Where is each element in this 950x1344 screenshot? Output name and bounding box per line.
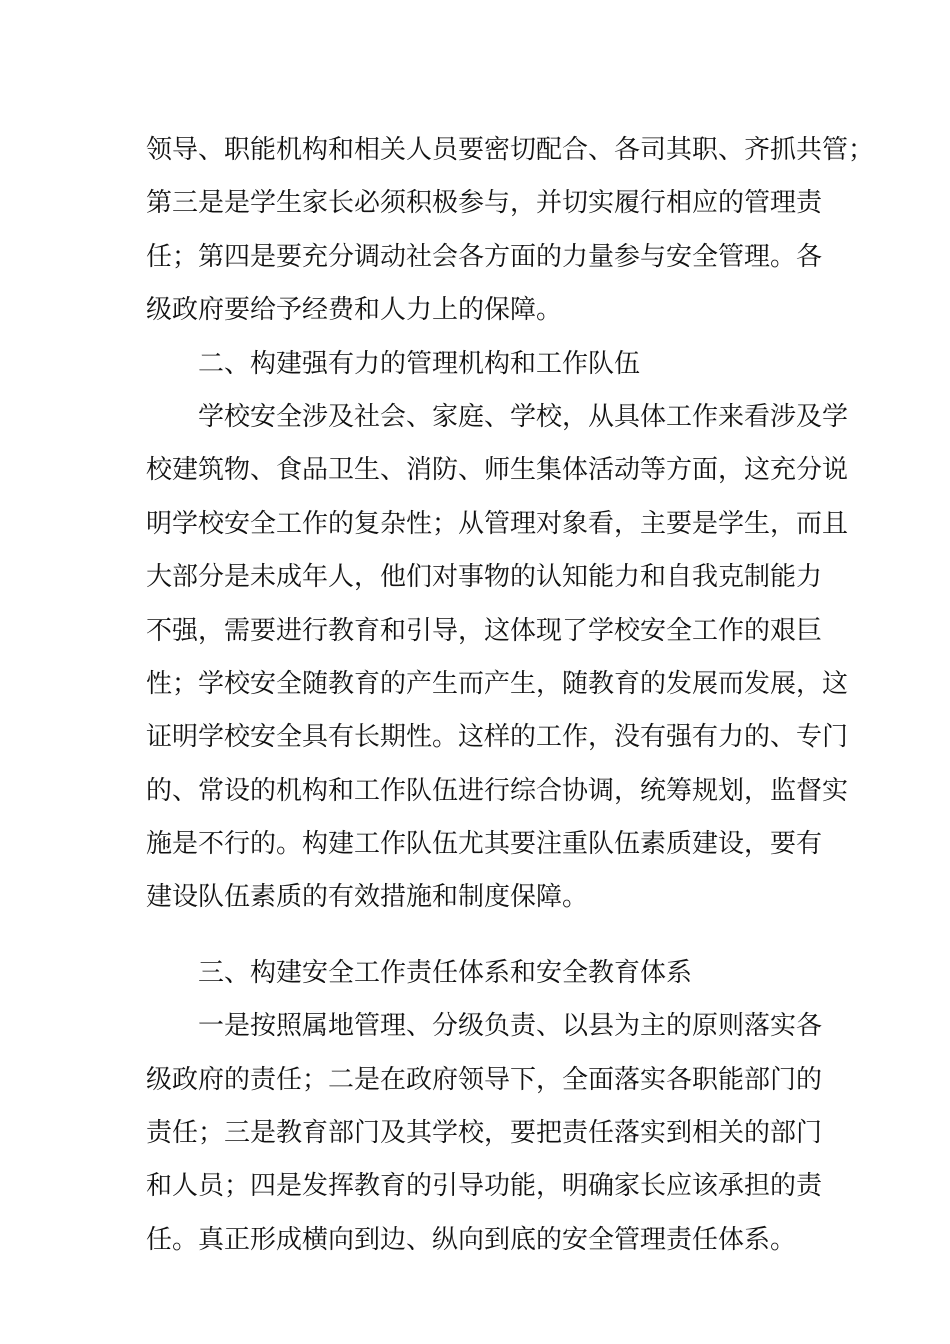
text-line: 校建筑物、食品卫生、消防、师生集体活动等方面，这充分说 — [146, 455, 849, 486]
paragraph-2 — [146, 391, 849, 925]
section-heading-2: 二、构建强有力的管理机构和工作队伍 — [198, 348, 641, 379]
text-line: 任。真正形成横向到边、纵向到底的安全管理责任体系。 — [146, 1224, 797, 1255]
text-line: 级政府要给予经费和人力上的保障。 — [146, 295, 563, 326]
text-line: 明学校安全工作的复杂性；从管理对象看，主要是学生，而且 — [146, 508, 849, 539]
text-line: 级政府的责任；二是在政府领导下，全面落实各职能部门的 — [146, 1064, 823, 1095]
paragraph-3 — [146, 1000, 823, 1267]
text-line: 的、常设的机构和工作队伍进行综合协调，统筹规划，监督实 — [146, 775, 849, 806]
text-line: 大部分是未成年人，他们对事物的认知能力和自我克制能力 — [146, 562, 823, 593]
paragraph-gap — [146, 925, 808, 947]
text-line: 任；第四是要充分调动社会各方面的力量参与安全管理。各 — [146, 241, 823, 272]
text-line: 不强，需要进行教育和引导，这体现了学校安全工作的艰巨 — [146, 615, 823, 646]
text-line: 一是按照属地管理、分级负责、以县为主的原则落实各 — [198, 1011, 823, 1042]
text-line: 建设队伍素质的有效措施和制度保障。 — [146, 882, 589, 913]
paragraph-1 — [146, 124, 875, 338]
text-line: 施是不行的。构建工作队伍尤其要注重队伍素质建设，要有 — [146, 829, 823, 860]
text-line: 性；学校安全随教育的产生而产生，随教育的发展而发展，这 — [146, 668, 849, 699]
text-line: 学校安全涉及社会、家庭、学校，从具体工作来看涉及学 — [198, 401, 849, 432]
section-heading-3: 三、构建安全工作责任体系和安全教育体系 — [198, 957, 693, 988]
text-line: 责任；三是教育部门及其学校，要把责任落实到相关的部门 — [146, 1118, 823, 1149]
text-line: 证明学校安全具有长期性。这样的工作，没有强有力的、专门 — [146, 722, 849, 753]
document-body — [146, 124, 875, 1267]
text-line: 第三是是学生家长必须积极参与，并切实履行相应的管理责 — [146, 188, 823, 219]
text-line: 领导、职能机构和相关人员要密切配合、各司其职、齐抓共管； — [146, 135, 875, 165]
text-line: 和人员；四是发挥教育的引导功能，明确家长应该承担的责 — [146, 1171, 823, 1202]
